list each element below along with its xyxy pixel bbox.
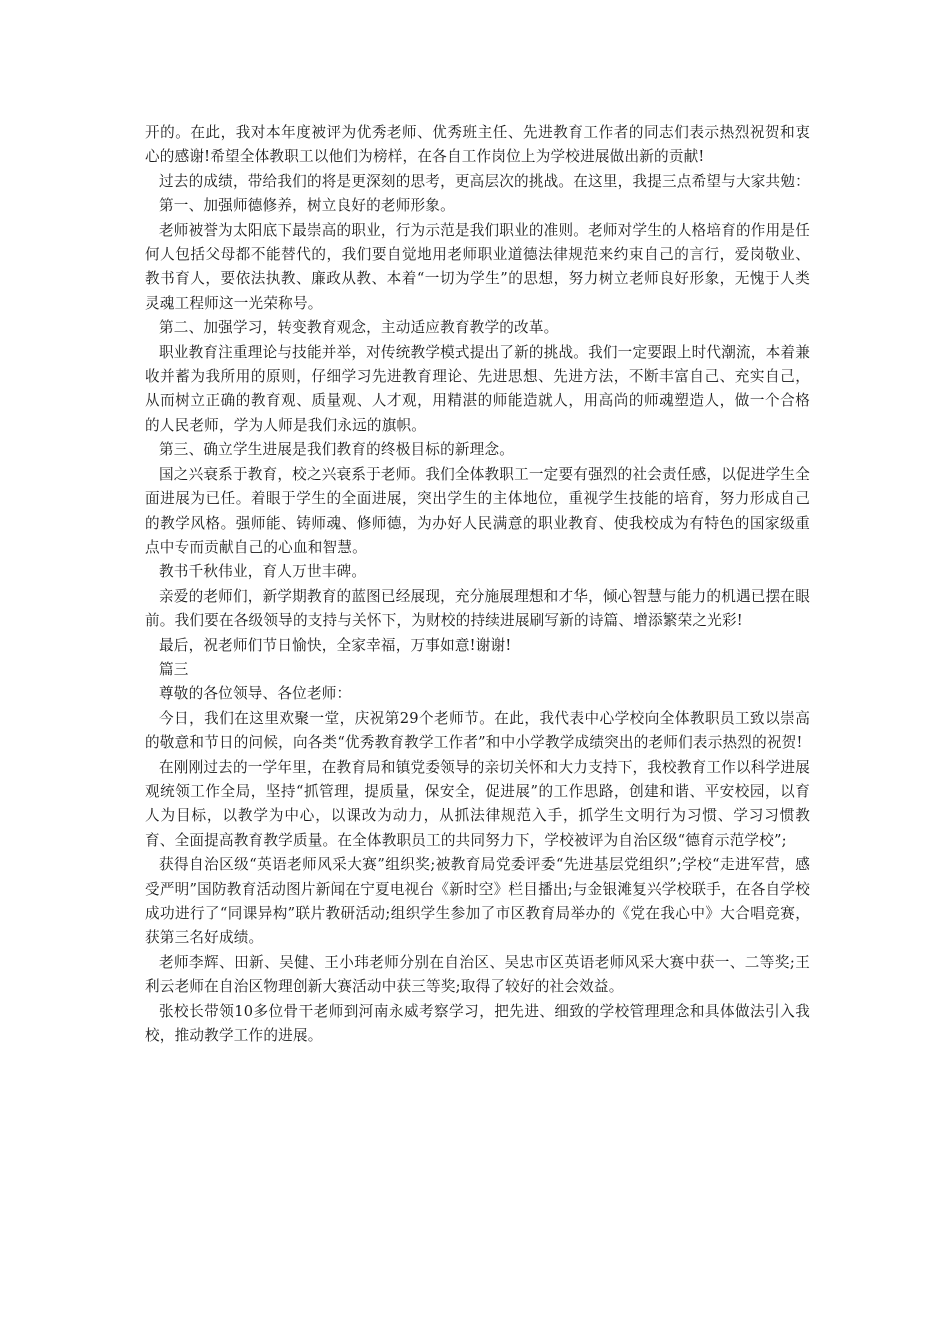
document-body: [145, 121, 810, 1048]
paragraph: 在刚刚过去的一学年里，在教育局和镇党委领导的亲切关怀和大力支持下，我校教育工作以科学进展观统领工作全局，坚持“抓管理，提质量，保安全，促进展”的工作思路，创建和谐、平安校园，以育人为目标，以教学为中心，以课改为动力，从抓法律规范入手，抓学生文明行为习惯、学习习惯教育、全面提高教育教学质量。在全体教职员工的共同努力下，学校被评为自治区级“德育示范学校”;: [145, 758, 810, 849]
paragraph: 张校长带领10多位骨干老师到河南永威考察学习，把先进、细致的学校管理理念和具体做法引入我校，推动教学工作的进展。: [145, 1002, 810, 1045]
section-heading: 篇三: [159, 660, 189, 678]
paragraph: 今日，我们在这里欢聚一堂，庆祝第29个老师节。在此，我代表中心学校向全体教职员工致以崇高的敬意和节日的问候，向各类“优秀教育教学工作者”和中小学教学成绩突出的老师们表示热烈的祝贺!: [145, 709, 810, 752]
paragraph: 老师被誉为太阳底下最崇高的职业，行为示范是我们职业的准则。老师对学生的人格培育的作用是任何人包括父母都不能替代的，我们要自觉地用老师职业道德法律规范来约束自己的言行，爱岗敬业、教书育人，要依法执教、廉政从教、本着“一切为学生”的思想，努力树立老师良好形象，无愧于人类灵魂工程师这一光荣称号。: [145, 221, 810, 312]
paragraph: 职业教育注重理论与技能并举，对传统教学模式提出了新的挑战。我们一定要跟上时代潮流，本着兼收并蓄为我所用的原则，仔细学习先进教育理论、先进思想、先进方法，不断丰富自己、充实自己，从而树立正确的教育观、质量观、人才观，用精湛的师能造就人，用高尚的师魂塑造人，做一个合格的人民老师，学为人师是我们永远的旗帜。: [145, 343, 810, 434]
paragraph: 过去的成绩，带给我们的将是更深刻的思考，更高层次的挑战。在这里，我提三点希望与大家共勉：: [159, 172, 810, 190]
paragraph: 最后，祝老师们节日愉快，全家幸福，万事如意!谢谢!: [159, 636, 512, 654]
paragraph: 获得自治区级“英语老师风采大赛”组织奖;被教育局党委评委“先进基层党组织”;学校“走进军营，感受严明”国防教育活动图片新闻在宁夏电视台《新时空》栏目播出;与金银滩复兴学校联手，在各自学校成功进行了“同课异构”联片教研活动;组织学生参加了市区教育局举办的《党在我心中》大合唱竞赛，获第三名好成绩。: [145, 856, 810, 947]
paragraph: 亲爱的老师们，新学期教育的蓝图已经展现，充分施展理想和才华，倾心智慧与能力的机遇已摆在眼前。我们要在各级领导的支持与关怀下，为财校的持续进展刷写新的诗篇、增添繁荣之光彩!: [145, 587, 810, 630]
paragraph: 老师李辉、田新、吴健、王小玮老师分别在自治区、吴忠市区英语老师风采大赛中获一、二等奖;王利云老师在自治区物理创新大赛活动中获三等奖;取得了较好的社会效益。: [145, 953, 810, 996]
paragraph: 国之兴衰系于教育，校之兴衰系于老师。我们全体教职工一定要有强烈的社会责任感，以促进学生全面进展为已任。着眼于学生的全面进展，突出学生的主体地位，重视学生技能的培育，努力形成自己的教学风格。强师能、铸师魂、修师德，为办好人民满意的职业教育、使我校成为有特色的国家级重点中专而贡献自己的心血和智慧。: [145, 465, 810, 556]
salutation: 尊敬的各位领导、各位老师：: [159, 685, 352, 703]
paragraph: 教书千秋伟业，育人万世丰碑。: [159, 563, 367, 581]
paragraph: 开的。在此，我对本年度被评为优秀老师、优秀班主任、先进教育工作者的同志们表示热烈祝贺和衷心的感谢!希望全体教职工以他们为榜样，在各自工作岗位上为学校进展做出新的贡献!: [145, 124, 810, 166]
paragraph: 第二、加强学习，转变教育观念，主动适应教育教学的改革。: [159, 319, 559, 337]
paragraph: 第三、确立学生进展是我们教育的终极目标的新理念。: [159, 441, 515, 459]
paragraph: 第一、加强师德修养，树立良好的老师形象。: [159, 197, 455, 215]
